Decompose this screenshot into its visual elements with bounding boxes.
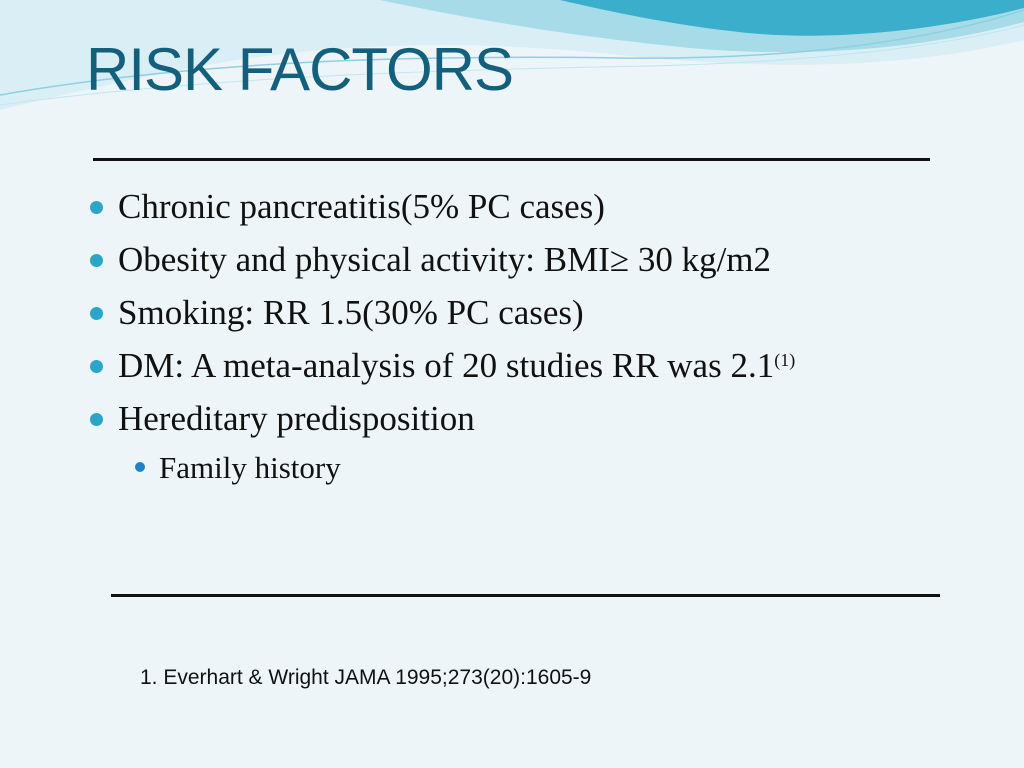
title-divider [93, 158, 930, 161]
bullet-dot-icon [90, 201, 103, 214]
bullet-text: Obesity and physical activity: BMI≥ 30 kg/m2 [118, 240, 772, 279]
sub-bullet-dot-icon [135, 462, 145, 472]
sub-bullet-text: Family history [159, 450, 341, 485]
bullet-text: Hereditary predisposition [118, 399, 475, 438]
bullet-text: Smoking: RR 1.5(30% PC cases) [118, 293, 584, 332]
citation-superscript: (1) [774, 350, 796, 370]
page-title: RISK FACTORS [86, 36, 513, 103]
bullet-text: DM: A meta-analysis of 20 studies RR was 2.1 [118, 346, 775, 385]
bullet-item [88, 290, 795, 343]
bullet-list [88, 184, 795, 489]
bullet-dot-icon [90, 360, 103, 373]
sub-bullet-item [132, 447, 795, 489]
bullet-item [88, 396, 795, 449]
footnote-divider [111, 594, 940, 597]
bullet-dot-icon [90, 307, 103, 320]
bullet-item [88, 184, 795, 237]
bullet-dot-icon [90, 413, 103, 426]
bullet-dot-icon [90, 254, 103, 267]
bullet-text: Chronic pancreatitis(5% PC cases) [118, 187, 605, 226]
bullet-item [88, 237, 795, 290]
bullet-item [88, 343, 795, 396]
reference-footnote: 1. Everhart & Wright JAMA 1995;273(20):1605-9 [140, 666, 592, 689]
